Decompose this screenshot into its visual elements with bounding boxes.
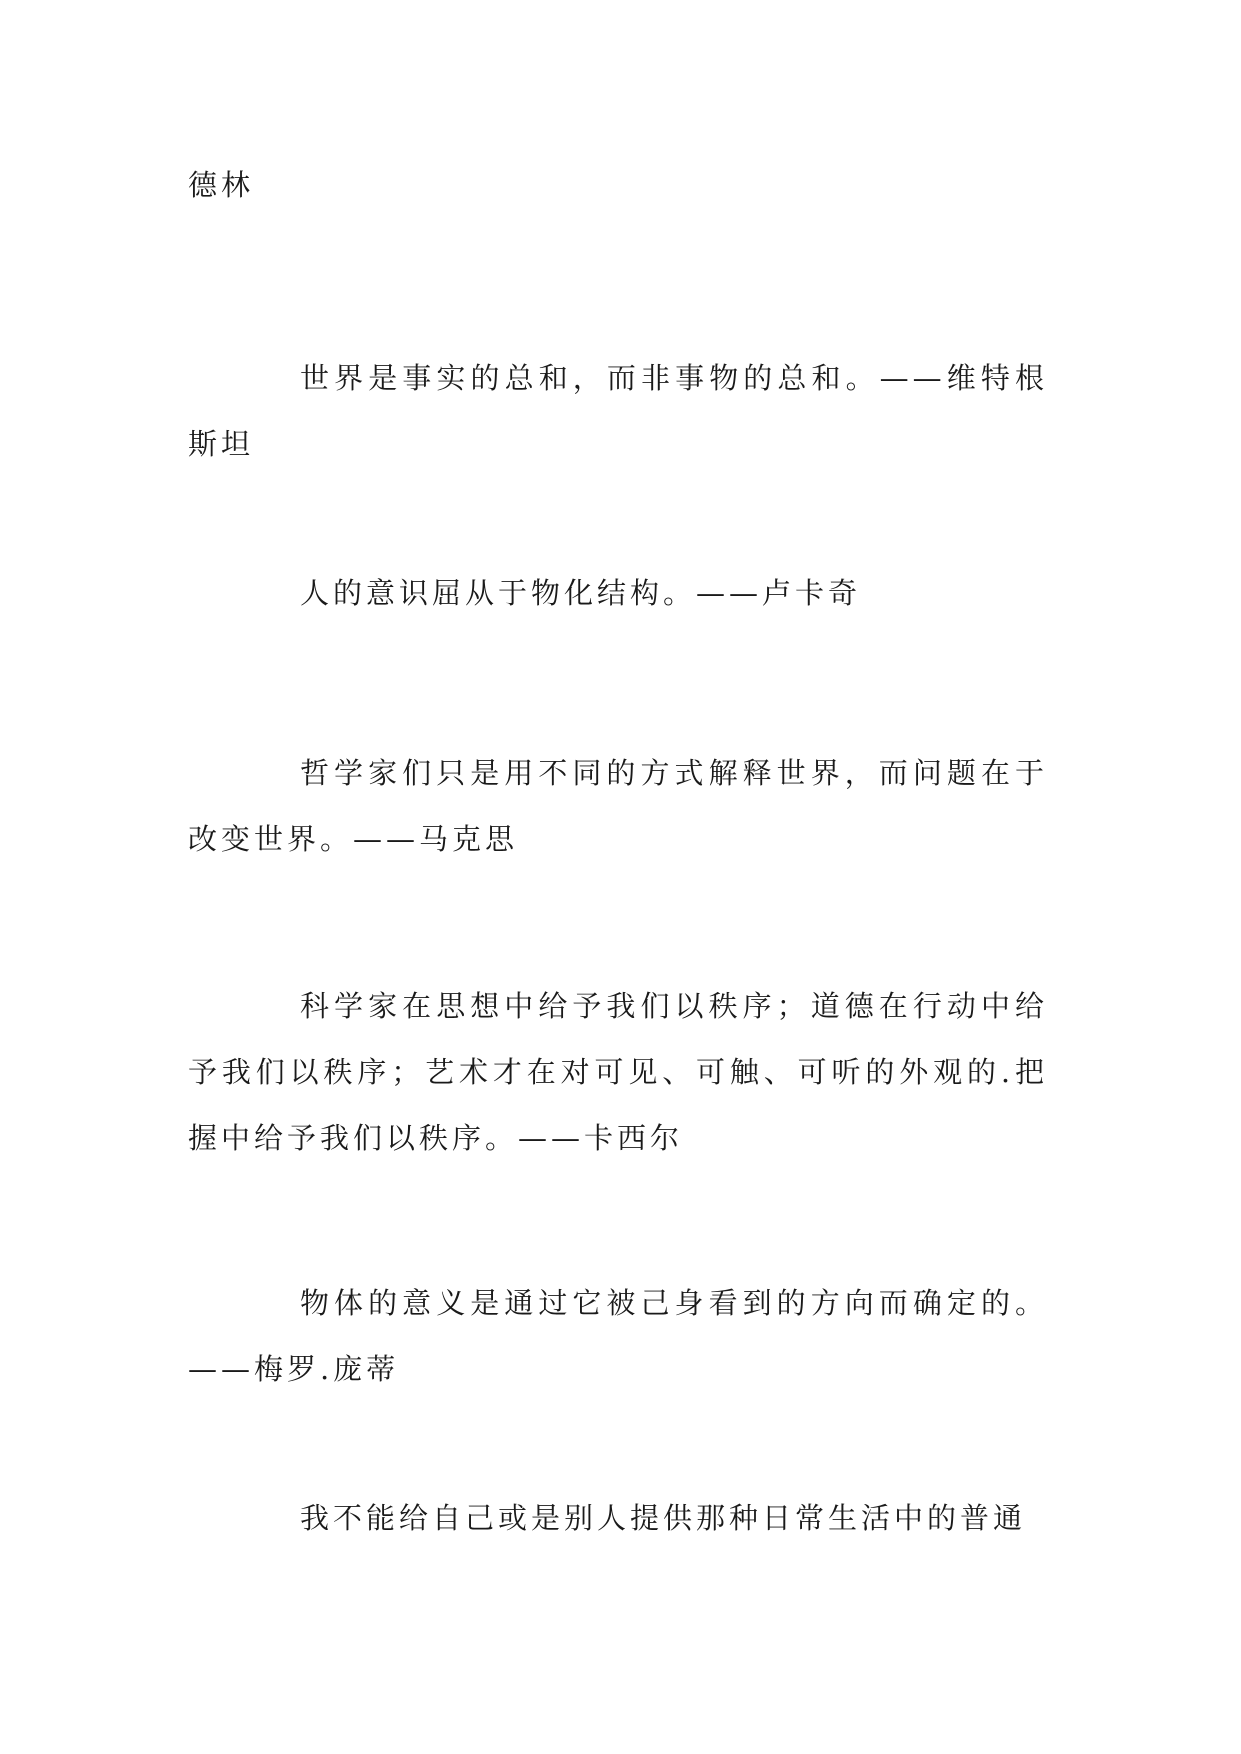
quote-paragraph: 世界是事实的总和，而非事物的总和。——维特根斯坦	[188, 361, 1048, 461]
quote-paragraph: 科学家在思想中给予我们以秩序；道德在行动中给予我们以秩序；艺术才在对可见、可触、可听的外观的.把握中给予我们以秩序。——卡西尔	[188, 989, 1048, 1155]
quote-paragraph: 物体的意义是通过它被己身看到的方向而确定的。——梅罗.庞蒂	[188, 1286, 1048, 1386]
paragraph-continuation: 德林	[188, 168, 255, 202]
quote-paragraph: 哲学家们只是用不同的方式解释世界，而问题在于改变世界。——马克思	[188, 756, 1048, 856]
quote-paragraph: 我不能给自己或是别人提供那种日常生活中的普通	[300, 1501, 1027, 1535]
quote-paragraph: 人的意识屈从于物化结构。——卢卡奇	[300, 576, 862, 610]
